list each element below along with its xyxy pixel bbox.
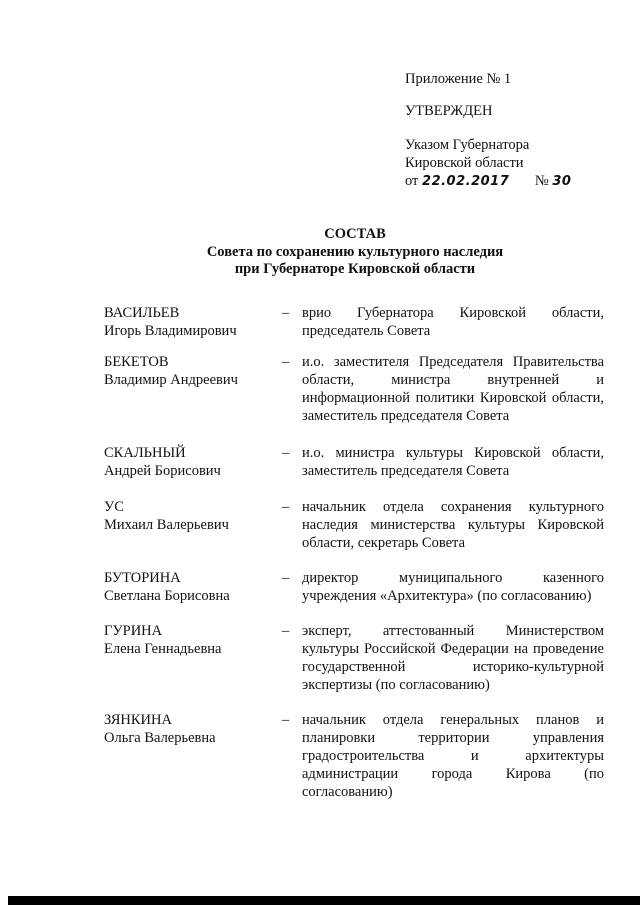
- appendix-label: Приложение № 1: [405, 71, 512, 87]
- member-name: [104, 353, 282, 425]
- title-line-1: Совета по сохранению культурного наследия: [206, 243, 504, 260]
- title-line-2: при Губернаторе Кировской области: [234, 261, 476, 277]
- member-role: эксперт, аттестованный Министерством культуры Российской Федерации на проведение государственной историко-культурной экспертизы (по согласованию): [302, 623, 604, 693]
- member-role: начальник отдела сохранения культурного наследия министерства культуры Кировской области, секретарь Совета: [302, 499, 604, 551]
- member-given-name: Светлана Борисовна: [104, 588, 230, 604]
- member-dash: –: [282, 712, 290, 728]
- member-name: [104, 498, 282, 552]
- title-heading: СОСТАВ: [324, 226, 386, 242]
- member-row: [104, 444, 604, 480]
- member-name: [104, 569, 282, 605]
- member-role: и.о. министра культуры Кировской области, заместитель председателя Совета: [302, 445, 604, 479]
- member-name: [104, 622, 282, 694]
- member-name: [104, 444, 282, 480]
- document-title: [100, 226, 610, 279]
- decree-reference: [405, 136, 605, 191]
- member-given-name: Ольга Валерьевна: [104, 730, 216, 746]
- member-dash: –: [282, 445, 290, 461]
- handwritten-date: 22.02.2017: [422, 174, 510, 189]
- member-role: и.о. заместителя Председателя Правительства области, министра внутренней и информационной политики Кировской области, заместитель председателя Совета: [302, 354, 604, 424]
- members-list: [104, 304, 604, 801]
- member-dash: –: [282, 305, 290, 321]
- number-label: №: [534, 173, 549, 189]
- approved-label: УТВЕРЖДЕН: [405, 103, 493, 119]
- decree-line-1: Указом Губернатора: [405, 137, 530, 153]
- member-row: [104, 498, 604, 552]
- member-role: директор муниципального казенного учреждения «Архитектура» (по согласованию): [302, 570, 604, 604]
- member-surname: БЕКЕТОВ: [104, 354, 169, 370]
- scan-edge-bar: [8, 896, 640, 905]
- member-given-name: Андрей Борисович: [104, 463, 221, 479]
- member-surname: СКАЛЬНЫЙ: [104, 445, 186, 461]
- member-row: [104, 622, 604, 694]
- member-row: [104, 569, 604, 605]
- member-role: начальник отдела генеральных планов и планировки территории управления градостроительства и архитектуры администрации города Кирова (по согласованию): [302, 712, 604, 800]
- member-row: [104, 711, 604, 801]
- member-given-name: Владимир Андреевич: [104, 372, 238, 388]
- member-name: [104, 711, 282, 801]
- handwritten-number: 30: [552, 174, 572, 189]
- member-given-name: Игорь Владимирович: [104, 323, 237, 339]
- member-surname: БУТОРИНА: [104, 570, 181, 586]
- approval-block: [405, 70, 605, 191]
- decree-date-line: [405, 172, 605, 191]
- member-surname: УС: [104, 499, 124, 515]
- member-row: [104, 353, 604, 425]
- member-name: [104, 304, 282, 340]
- member-role: врио Губернатора Кировской области, председатель Совета: [302, 305, 604, 339]
- member-dash: –: [282, 623, 290, 639]
- date-prefix: от: [405, 173, 419, 189]
- member-surname: ВАСИЛЬЕВ: [104, 305, 180, 321]
- member-given-name: Елена Геннадьевна: [104, 641, 222, 657]
- member-surname: ЗЯНКИНА: [104, 712, 172, 728]
- member-dash: –: [282, 570, 290, 586]
- member-given-name: Михаил Валерьевич: [104, 517, 229, 533]
- member-dash: –: [282, 499, 290, 515]
- member-surname: ГУРИНА: [104, 623, 163, 639]
- member-dash: –: [282, 354, 290, 370]
- member-row: [104, 304, 604, 340]
- decree-line-2: Кировской области: [405, 155, 524, 171]
